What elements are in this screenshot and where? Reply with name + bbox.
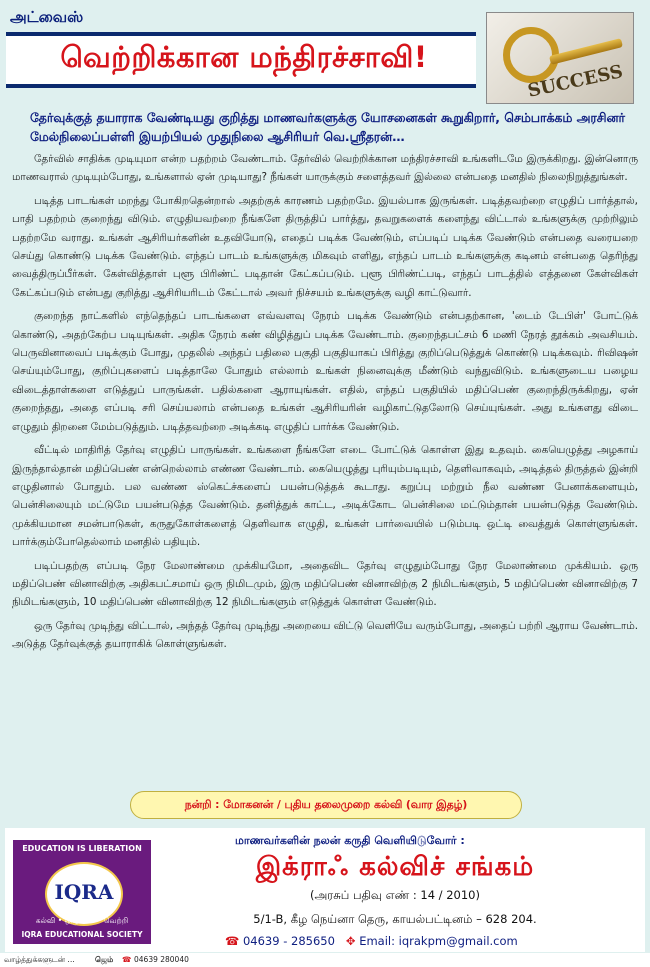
organization-name: இக்ராஃ கல்விச் சங்கம் (255, 852, 535, 882)
success-word: SUCCESS (525, 61, 625, 102)
publisher-line: மாணவர்களின் நலன் கருதி வெளியிடுவோர் : (235, 834, 465, 847)
phone-number: 04639 - 285650 (242, 934, 335, 948)
success-key-photo (486, 12, 634, 104)
email-icon: ✥ (345, 934, 356, 948)
sponsor-phone-icon: ☎ (122, 955, 132, 964)
paragraph-2: படித்த பாடங்கள் மறந்து போகிறதென்றால் அதற்குக் காரணம் பதற்றமே. இயல்பாக இருங்கள். படித்தவற்றை எழுதிப் பார்த்தால், பாதி பதற்றம் குறைந்து விடும். எழுதியவற்றை நீங்களே திருத்திப் பார்த்து, தவறுகளைக் களைந்து விட்டால் உங்களுக்கு முற்றிலும் பதற்றமே வராது. உங்கள் ஆசிரியர்களின் உதவியோடு, எதைப் படிக்க வேண்டும், எப்படிப் படிக்க வேண்டும் என்பதை வரையறை செய்து கொண்டு படிக்க வேண்டும். எந்தப் பாடம் உங்களுக்கு மிகவும் எளிது, எந்தப் பாடம் உங்களுக்கு கடினம் என்பதை தெரிந்து வைத்திருப்பீர்கள். கேள்வித்தாள் புளூ பிரிண்ட் படிதான் கேட்கப்படும். புளூ பிரிண்ட்படி, எந்தப் பாடத்தில் எத்தனை கேள்விகள் கேட்கப்படும் என்பது குறித்து ஆசிரியரிடம் கேட்டால் அவர் நிச்சயம் உங்களுக்கு வழி காட்டுவார். (12, 194, 638, 299)
paragraph-3: குறைந்த நாட்களில் எந்தெந்தப் பாடங்களை எவ்வளவு நேரம் படிக்க வேண்டும் என்பதற்கான, 'டைம் டேபிள்' போட்டுக் கொண்டு, அதற்கேற்ப படியுங்கள். அதிக நேரம் கண் விழித்துப் படிக்க வேண்டாம். குறைந்தபட்சம் 6 மணி நேரத் தூக்கம் அவசியம். பெருவினாவைப் படிக்கும் போது, முதலில் அந்தப் பதிலை பகுதி பகுதியாகப் பிரித்து குறிப்பெடுத்துக் கொண்டு படிக்கவும். ரிவிஷன் செய்யும்போது, குறிப்புகளைப் படித்தாலே போதும் எல்லாம் உங்கள் நினைவுக்கு மீண்டும் வந்துவிடும். உங்களுடைய பழைய விடைத்தாள்களை எடுத்துப் பாருங்கள். பதில்களை ஆராயுங்கள். எதில், எந்தப் பகுதியில் மதிப்பெண் குறைந்திருக்கிறது, ஏன் குறைந்தது, அதை எப்படி சரி செய்யலாம் என்பதை உங்கள் ஆசிரியரின் வழிகாட்டுதலோடு செய்யுங்கள். அது உங்களது விடை எழுதும் திறனை மேம்படுத்தும். படித்தவற்றை அடிக்கடி எழுதிப் பார்க்க வேண்டும். (12, 310, 638, 433)
footer (5, 828, 645, 952)
sponsor-phone: 04639 280040 (134, 955, 189, 964)
registration-number: (அரசுப் பதிவு எண் : 14 / 2010) (310, 888, 480, 902)
headline: வெற்றிக்கான மந்திரச்சாவி! (60, 40, 428, 74)
greeting-text: வாழ்த்துக்களுடன் … (4, 955, 75, 964)
logo-society-name: IQRA EDUCATIONAL SOCIETY (21, 930, 143, 939)
paragraph-5: படிப்பதற்கு எப்படி நேர மேலாண்மை முக்கியமோ, அதைவிட தேர்வு எழுதும்போது நேர மேலாண்மை முக்கியம். ஒரு மதிப்பெண் வினாவிற்கு அதிகபட்சமாய் ஒரு நிமிடமும், இரு மதிப்பெண் வினாவிற்கு 2 நிமிடங்களும், 5 மதிப்பெண் வினாவிற்கு 7 நிமிடங்களும், 10 மதிப்பெண் வினாவிற்கு 12 நிமிடங்களும் எடுத்துக் கொள்ள வேண்டும். (12, 559, 638, 609)
paragraph-4: வீட்டில் மாதிரித் தேர்வு எழுதிப் பாருங்கள். உங்களை நீங்களே எடை போட்டுக் கொள்ள இது உதவும். கையெழுத்து அழகாய் இருந்தால்தான் மதிப்பெண் என்றெல்லாம் எண்ண வேண்டாம். கையெழுத்து புரியும்படியும், தெளிவாகவும், அடித்தல் திருத்தல் இன்றி எழுதினால் போதும். பல வண்ண ஸ்கெட்ச்களைப் பயன்படுத்தக் கூடாது. கறுப்பு மற்றும் நீல வண்ண பேனாக்களையும், பென்சிலையும் மட்டுமே பயன்படுத்த வேண்டும். தனித்துக் காட்ட, அடிக்கோட பென்சிலை மட்டும்தான் பயன்படுத்த வேண்டும். முக்கியமான சமன்பாடுகள், கருதுகோள்களைத் தெளிவாக எழுதி, உங்கள் பார்வையில் படும்படி ஒட்டி வைத்துக் கொள்ளுங்கள். பார்க்கும்போதெல்லாம் மனதில் பதியும். (12, 444, 638, 549)
paragraph-6: ஒரு தேர்வு முடிந்து விட்டால், அந்தத் தேர்வு முடிந்து அறையை விட்டு வெளியே வரும்போது, அதைப் பற்றி ஆராய வேண்டாம். அடுத்த தேர்வுக்குத் தயாராகிக் கொள்ளுங்கள். (12, 619, 638, 651)
contact-line (225, 934, 518, 948)
bottom-strip (0, 953, 650, 967)
phone-icon: ☎ (225, 934, 240, 948)
iqra-logo (13, 840, 151, 944)
logo-core-text: IQRA (54, 880, 114, 904)
logo-motto: கல்வி • ஒழுக்கம் • வெற்றி (35, 916, 129, 925)
article-body (12, 150, 638, 659)
logo-ring-text: EDUCATION IS LIBERATION (22, 844, 142, 853)
paragraph-1: தேர்வில் சாதிக்க முடியுமா என்ற பதற்றம் வேண்டாம். தேர்வில் வெற்றிக்கான மந்திரச்சாவி உங்களிடமே இருக்கிறது. இன்னொரு மாணவரால் முடியும்போது, உங்களால் ஏன் முடியாது? நீங்கள் யாருக்கும் சளைத்தவர் இல்லை என்பதை மனதில் நிலைநிறுத்துங்கள். (12, 153, 638, 184)
address: 5/1-B, கீழ நெய்னா தெரு, காயல்பட்டினம் – 628 204. (253, 912, 537, 926)
key-shaft-shape (549, 38, 623, 65)
intro-text: தேர்வுக்குத் தயாராக வேண்டியது குறித்து மாணவர்களுக்கு யோசனைகள் கூறுகிறார், செம்பாக்கம் அரசினர் மேல்நிலைப்பள்ளி இயற்பியல் முதுநிலை ஆசிரியர் வெ.ஸ்ரீதரன்… (30, 110, 625, 144)
sponsor-name: ஜெம் (95, 955, 114, 964)
email-address[interactable]: Email: iqrakpm@gmail.com (359, 934, 518, 948)
section-tag: அட்வைஸ் (10, 8, 84, 26)
credit-pill: நன்றி : மோகனன் / புதிய தலைமுறை கல்வி (வார இதழ்) (130, 791, 522, 819)
